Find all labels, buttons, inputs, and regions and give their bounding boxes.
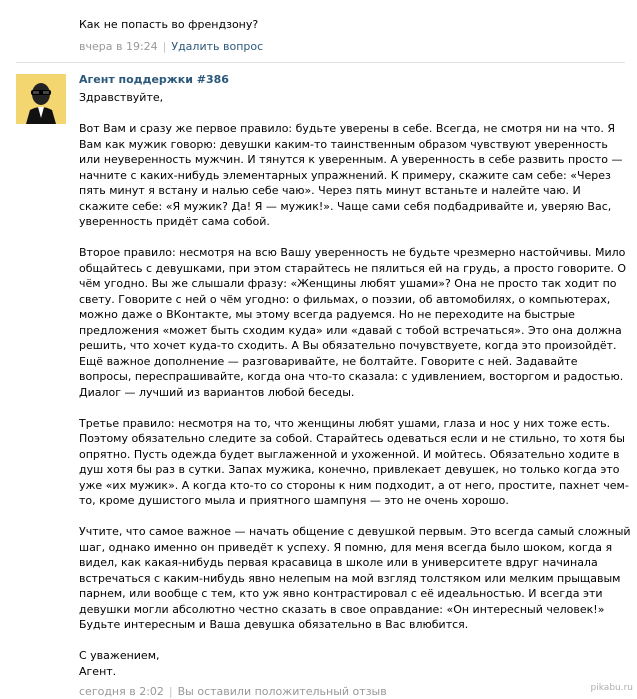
question-block [79, 17, 619, 54]
answer-paragraph-2: Второе правило: несмотря на всю Вашу уверенность не будьте чрезмерно настойчивы. Мило общайтесь с девушками, при этом старайтесь не пялиться ей на грудь, а просто говорите. О чём угодно. Вы же слышали фразу: «Женщины любят ушами»? Она не просто так ходит по свету. Говорите с ней о чём угодно: о фильмах, о поэзии, об автомобилях, о компьютерах, можно даже о ВКонтакте, мы этому всегда радуемся. Но не переходите на быстрые предложения «может быть сходим куда» или «давай с тобой встречаться». Это она должна решить, что хочет куда-то сходить. А Вы обязательно почувствуете, когда это произойдёт. Ещё важное дополнение — разговаривайте, не болтайте. Говорите с ней. Задавайте вопросы, переспрашивайте, когда она что-то сказала: с удивлением, восторгом и радостью. Диалог — лучший из вариантов любой беседы. [79, 246, 627, 399]
agent-avatar[interactable] [16, 74, 66, 124]
answer-paragraph-5: Будьте интересным и Ваша девушка обязательно в Вас влюбится. [79, 618, 469, 631]
question-text: Как не попасть во френдзону? [79, 18, 259, 31]
answer-paragraph-1: Вот Вам и сразу же первое правило: будьте уверены в себе. Всегда, не смотря ни на что. Я Вам как мужик говорю: девушки каким-то таинственным образом чувствуют уверенность или неуверенность мужчин. И тянутся к уверенным. А уверенность в себе развить просто — начните с каких-нибудь элементарных упражнений. К примеру, скажите сам себе: «Через пять минут я встану и налью себе чаю». Через пять минут встаньте и налейте чаю. И скажите себе: «Я мужик? Да! Я — мужик!». Чаще сами себя подбадривайте и, уверяю Вас, уверенность придёт сама собой. [79, 122, 623, 228]
answer-signoff: С уважением, [79, 649, 160, 662]
watermark: pikabu.ru [590, 683, 633, 693]
answer-signature: Агент. [79, 664, 117, 678]
question-time: вчера в 19:24 [79, 40, 158, 53]
answer-paragraph-4: Учтите, что самое важное — начать общение с девушкой первым. Это всегда самый сложный шаг, однако именно он приведёт к успеху. Я помню, для меня всегда было шоком, когда я видел, как какая-нибудь первая красавица в школе или в университете вдруг начинала встречаться с каким-нибудь явно нелепым на мой взгляд толстяком или мелким прыщавым парнем, или вообще с тем, кто уж явно контрастировал с её идеальностью. И всегда эти девушки могли абсолютно честно сказать в свое оправдание: «Он интересный человек!» [79, 525, 631, 616]
meta-separator: | [162, 40, 167, 53]
answer-paragraph-3: Третье правило: несмотря на то, что женщины любят ушами, глаза и нос у них тоже есть. Поэтому обязательно следите за собой. Старайтесь одеваться если и не стильно, то хотя бы опрятно. Пусть одежда будет выглаженной и ухоженной. И мойтесь. Обязательно ходите в душ хотя бы раз в сутки. Запах мужика, конечно, привлекает девушек, но только когда это уже «их мужик». А когда кто-то со стороны к ним подходит, а от него, простите, пахнет чем-то, кроме душистого мыла и приятного шампуня — это не очень хорошо. [79, 416, 629, 507]
divider [16, 62, 625, 63]
answer-greeting: Здравствуйте, [79, 91, 164, 104]
rating-status: Вы оставили положительный отзыв [177, 685, 387, 698]
answer-time: сегодня в 2:02 [79, 685, 164, 698]
meta-separator: | [168, 685, 173, 698]
delete-question-link[interactable]: Удалить вопрос [171, 40, 264, 53]
question-meta [79, 40, 619, 54]
answer-block [79, 72, 631, 699]
answer-author[interactable]: Агент поддержки #386 [79, 73, 229, 86]
answer-meta [79, 685, 631, 699]
